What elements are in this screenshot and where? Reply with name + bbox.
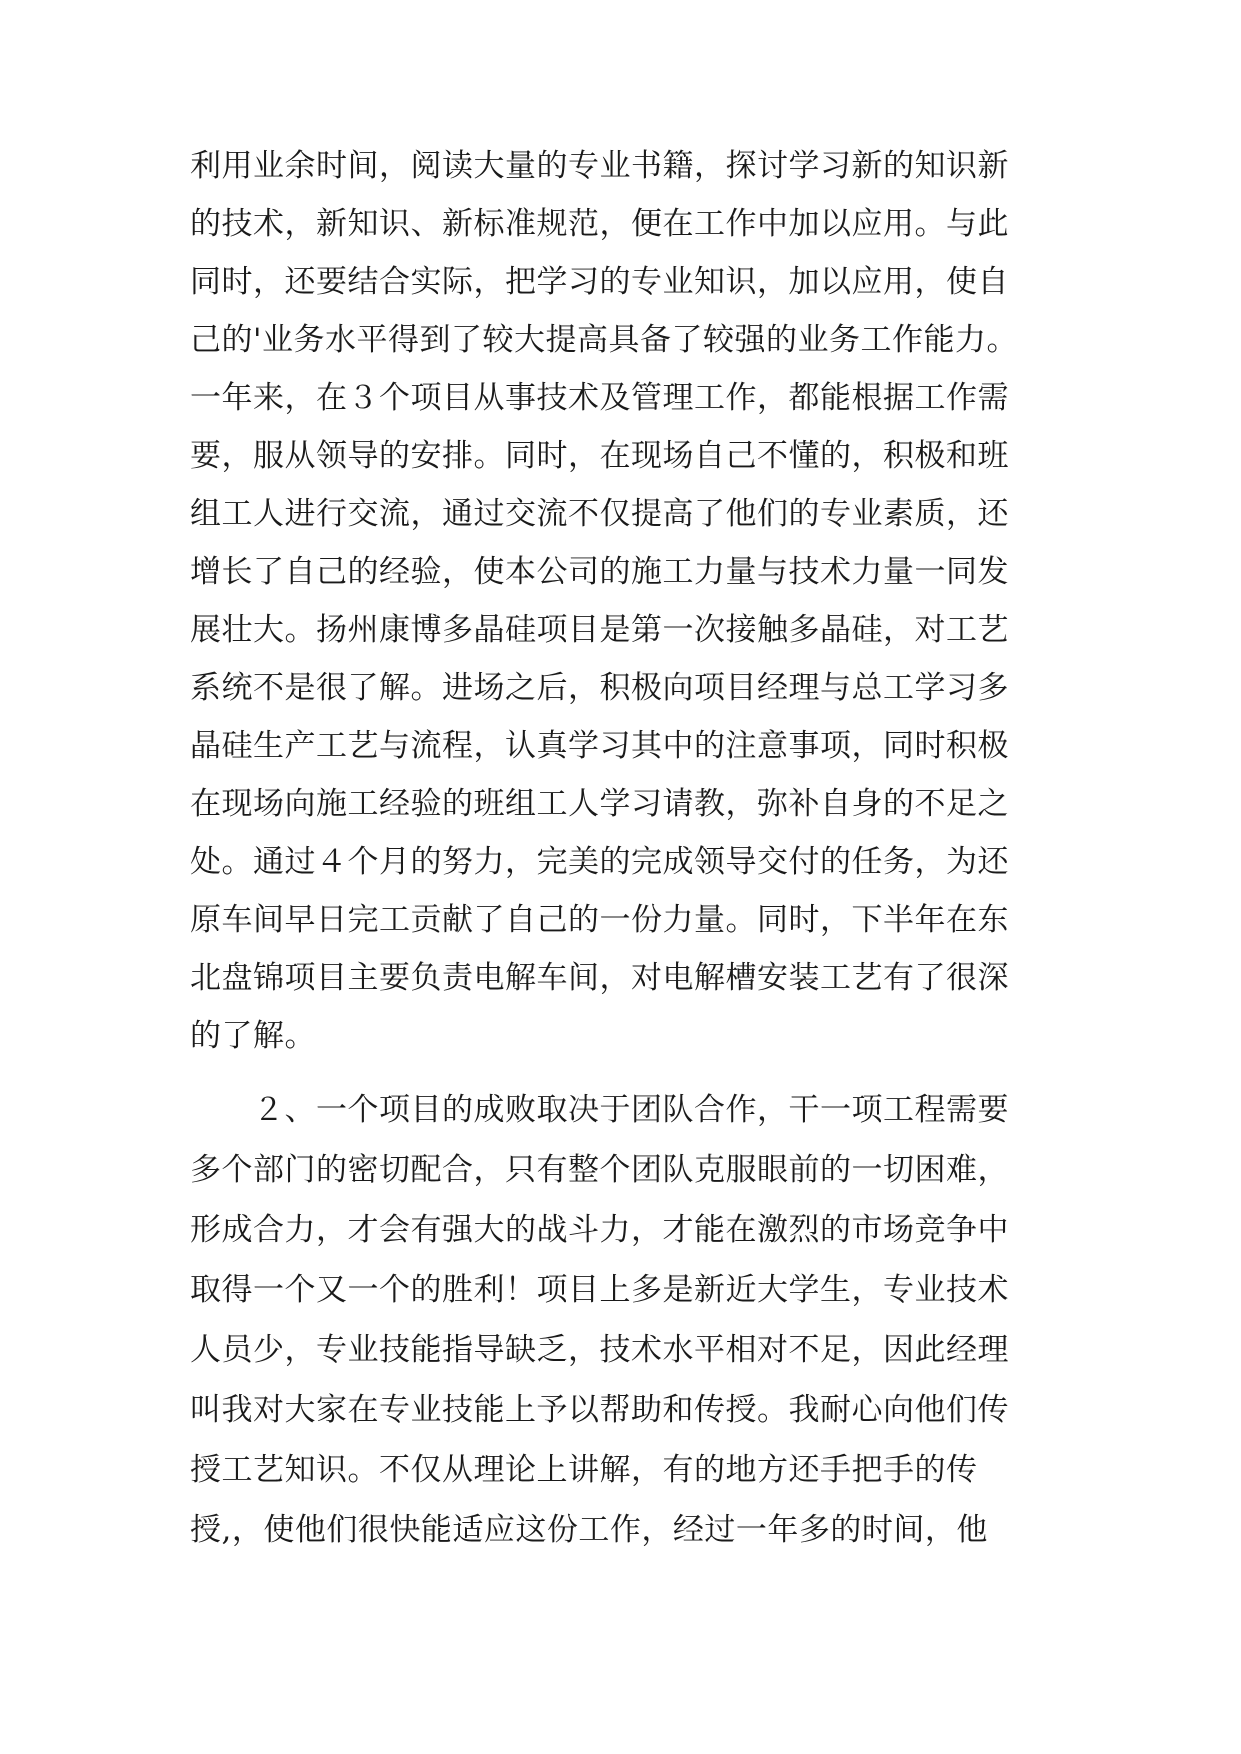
text-line: 的技术，新知识、新标准规范，便在工作中加以应用。与此 bbox=[190, 206, 1009, 242]
text-line: 组工人进行交流，通过交流不仅提高了他们的专业素质，还 bbox=[190, 496, 1009, 532]
text-line: 多个部门的密切配合，只有整个团队克服眼前的一切困难， bbox=[190, 1152, 1009, 1188]
text-line: 授,，使他们很快能适应这份工作，经过一年多的时间，他 bbox=[190, 1512, 988, 1548]
text-line: 在现场向施工经验的班组工人学习请教，弥补自身的不足之 bbox=[190, 786, 1009, 822]
text-line: 北盘锦项目主要负责电解车间，对电解槽安装工艺有了很深 bbox=[190, 960, 1009, 996]
paragraph-start-line: ２、一个项目的成败取决于团队合作，干一项工程需要 bbox=[190, 1092, 1009, 1128]
text-line: 人员少，专业技能指导缺乏，技术水平相对不足，因此经理 bbox=[190, 1332, 1009, 1368]
text-line: 要，服从领导的安排。同时，在现场自己不懂的，积极和班 bbox=[190, 438, 1009, 474]
text-line: 系统不是很了解。进场之后，积极向项目经理与总工学习多 bbox=[190, 670, 1009, 706]
text-line: 授工艺知识。不仅从理论上讲解，有的地方还手把手的传 bbox=[190, 1452, 978, 1488]
text-line: 叫我对大家在专业技能上予以帮助和传授。我耐心向他们传 bbox=[190, 1392, 1009, 1428]
text-line: 处。通过４个月的努力，完美的完成领导交付的任务，为还 bbox=[190, 844, 1009, 880]
text-line: 增长了自己的经验，使本公司的施工力量与技术力量一同发 bbox=[190, 554, 1009, 590]
text-line: 利用业余时间，阅读大量的专业书籍，探讨学习新的知识新 bbox=[190, 148, 1009, 184]
text-line: 同时，还要结合实际，把学习的专业知识，加以应用，使自 bbox=[190, 264, 1009, 300]
text-line: 的了解。 bbox=[190, 1018, 316, 1054]
text-line: 原车间早日完工贡献了自己的一份力量。同时，下半年在东 bbox=[190, 902, 1009, 938]
text-line: 展壮大。扬州康博多晶硅项目是第一次接触多晶硅，对工艺 bbox=[190, 612, 1009, 648]
text-line: 一年来，在３个项目从事技术及管理工作，都能根据工作需 bbox=[190, 380, 1009, 416]
text-line: 己的'业务水平得到了较大提高具备了较强的业务工作能力。 bbox=[190, 322, 1019, 358]
text-line: 形成合力，才会有强大的战斗力，才能在激烈的市场竞争中 bbox=[190, 1212, 1009, 1248]
text-line: 取得一个又一个的胜利！项目上多是新近大学生，专业技术 bbox=[190, 1272, 1009, 1308]
text-line: 晶硅生产工艺与流程，认真学习其中的注意事项，同时积极 bbox=[190, 728, 1009, 764]
